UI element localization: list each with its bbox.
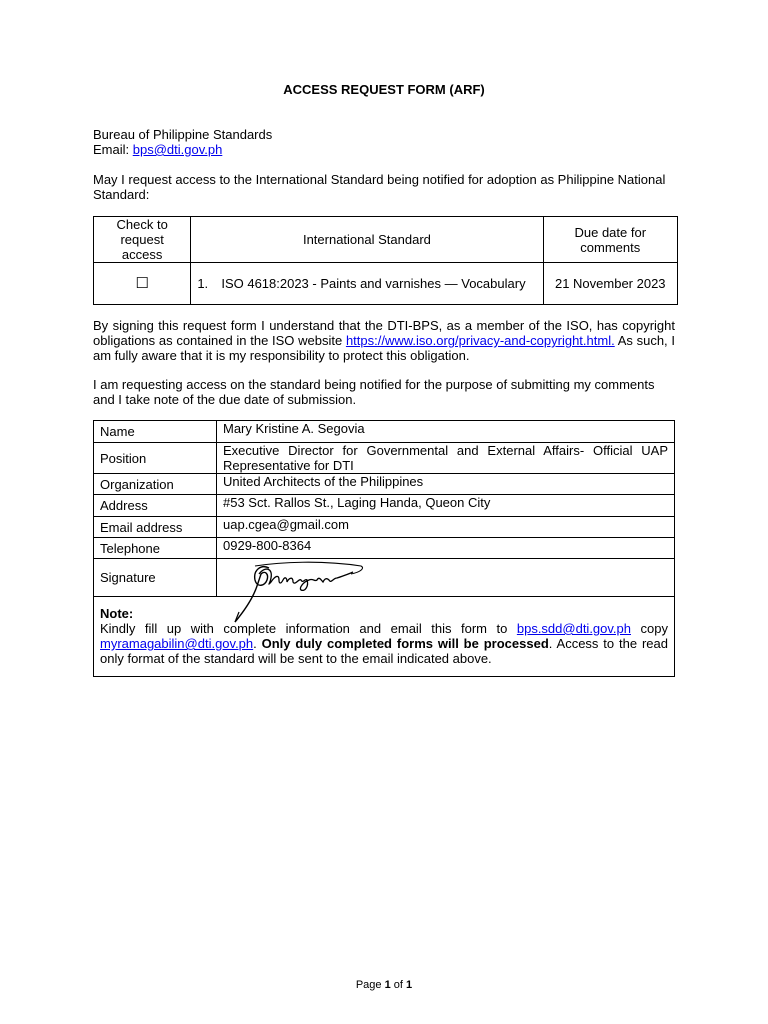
telephone-label: Telephone bbox=[94, 538, 217, 559]
note-text bbox=[100, 621, 668, 666]
handwritten-signature-icon bbox=[221, 556, 371, 626]
copyright-text-2: As such, I am fully aware that it is my responsibility to protect this obligation. bbox=[93, 333, 675, 363]
total-pages: 1 bbox=[406, 979, 413, 991]
header-due-date: Due date for comments bbox=[543, 217, 677, 263]
list-item bbox=[197, 276, 536, 291]
standards-table-header bbox=[94, 217, 678, 263]
standards-table bbox=[93, 216, 678, 305]
position-label: Position bbox=[94, 443, 217, 474]
header-check: Check to request access bbox=[94, 217, 191, 263]
organization-field[interactable]: United Architects of the Philippines bbox=[217, 474, 675, 495]
table-row bbox=[94, 474, 675, 495]
purpose-paragraph: I am requesting access on the standard being notified for the purpose of submitting my comments and I take note of the due date of submission. bbox=[93, 377, 655, 407]
copy-email-link[interactable]: myramagabilin@dti.gov.ph bbox=[100, 636, 254, 651]
note-title: Note: bbox=[100, 606, 134, 621]
table-row bbox=[94, 495, 675, 517]
bureau-name: Bureau of Philippine Standards bbox=[93, 127, 273, 142]
note-bold-text: Only duly completed forms will be processed bbox=[261, 636, 549, 651]
standard-title: ISO 4618:2023 - Paints and varnishes — Vocabulary bbox=[221, 276, 526, 291]
copyright-paragraph bbox=[93, 318, 675, 363]
name-label: Name bbox=[94, 421, 217, 443]
note-text-1: Kindly fill up with complete information and email this form to bbox=[100, 621, 517, 636]
organization-label: Organization bbox=[94, 474, 217, 495]
page-footer bbox=[0, 978, 768, 993]
table-row bbox=[94, 443, 675, 474]
signature-label: Signature bbox=[94, 559, 217, 597]
table-row bbox=[94, 421, 675, 443]
requester-info-table bbox=[93, 420, 675, 677]
table-row bbox=[94, 597, 675, 677]
table-row bbox=[94, 263, 678, 305]
list-number: 1. bbox=[197, 276, 209, 291]
name-field[interactable]: Mary Kristine A. Segovia bbox=[217, 421, 675, 443]
page-label: Page bbox=[355, 979, 385, 991]
bureau-block bbox=[93, 127, 272, 157]
current-page: 1 bbox=[384, 979, 391, 991]
table-row bbox=[94, 538, 675, 559]
telephone-field[interactable]: 0929-800-8364 bbox=[217, 538, 675, 559]
table-row bbox=[94, 559, 675, 597]
note-text-4: . Access to the read only format of the standard will be sent to the email indicated above. bbox=[100, 636, 668, 666]
form-title: ACCESS REQUEST FORM (ARF) bbox=[283, 82, 485, 97]
note-text-2: copy bbox=[631, 621, 668, 636]
email-field[interactable]: uap.cgea@gmail.com bbox=[217, 517, 675, 538]
table-row bbox=[94, 517, 675, 538]
iso-copyright-link[interactable]: https://www.iso.org/privacy-and-copyright.html. bbox=[345, 333, 615, 348]
position-field[interactable]: Executive Director for Governmental and External Affairs- Official UAP Representative for DTI bbox=[217, 443, 675, 474]
intro-paragraph: May I request access to the International Standard being notified for adoption as Philippine National Standard: bbox=[93, 172, 666, 202]
request-access-checkbox[interactable]: ☐ bbox=[135, 275, 149, 292]
bureau-email-link[interactable]: bps@dti.gov.ph bbox=[132, 142, 223, 157]
of-label: of bbox=[390, 979, 407, 991]
sdd-email-link[interactable]: bps.sdd@dti.gov.ph bbox=[516, 621, 631, 636]
bureau-email-line bbox=[93, 142, 272, 157]
due-date-cell: 21 November 2023 bbox=[543, 263, 677, 305]
bureau-email-label: Email: bbox=[93, 142, 133, 157]
standard-cell bbox=[191, 263, 543, 305]
note-text-3: . bbox=[253, 636, 262, 651]
check-cell bbox=[94, 263, 191, 305]
address-field[interactable]: #53 Sct. Rallos St., Laging Handa, Queon City bbox=[217, 495, 675, 517]
address-label: Address bbox=[94, 495, 217, 517]
copyright-text: By signing this request form I understand that the DTI-BPS, as a member of the ISO, has copyright obligations as contained in the ISO website bbox=[93, 318, 675, 348]
email-label: Email address bbox=[94, 517, 217, 538]
header-standard: International Standard bbox=[191, 217, 543, 263]
note-cell bbox=[94, 597, 675, 677]
